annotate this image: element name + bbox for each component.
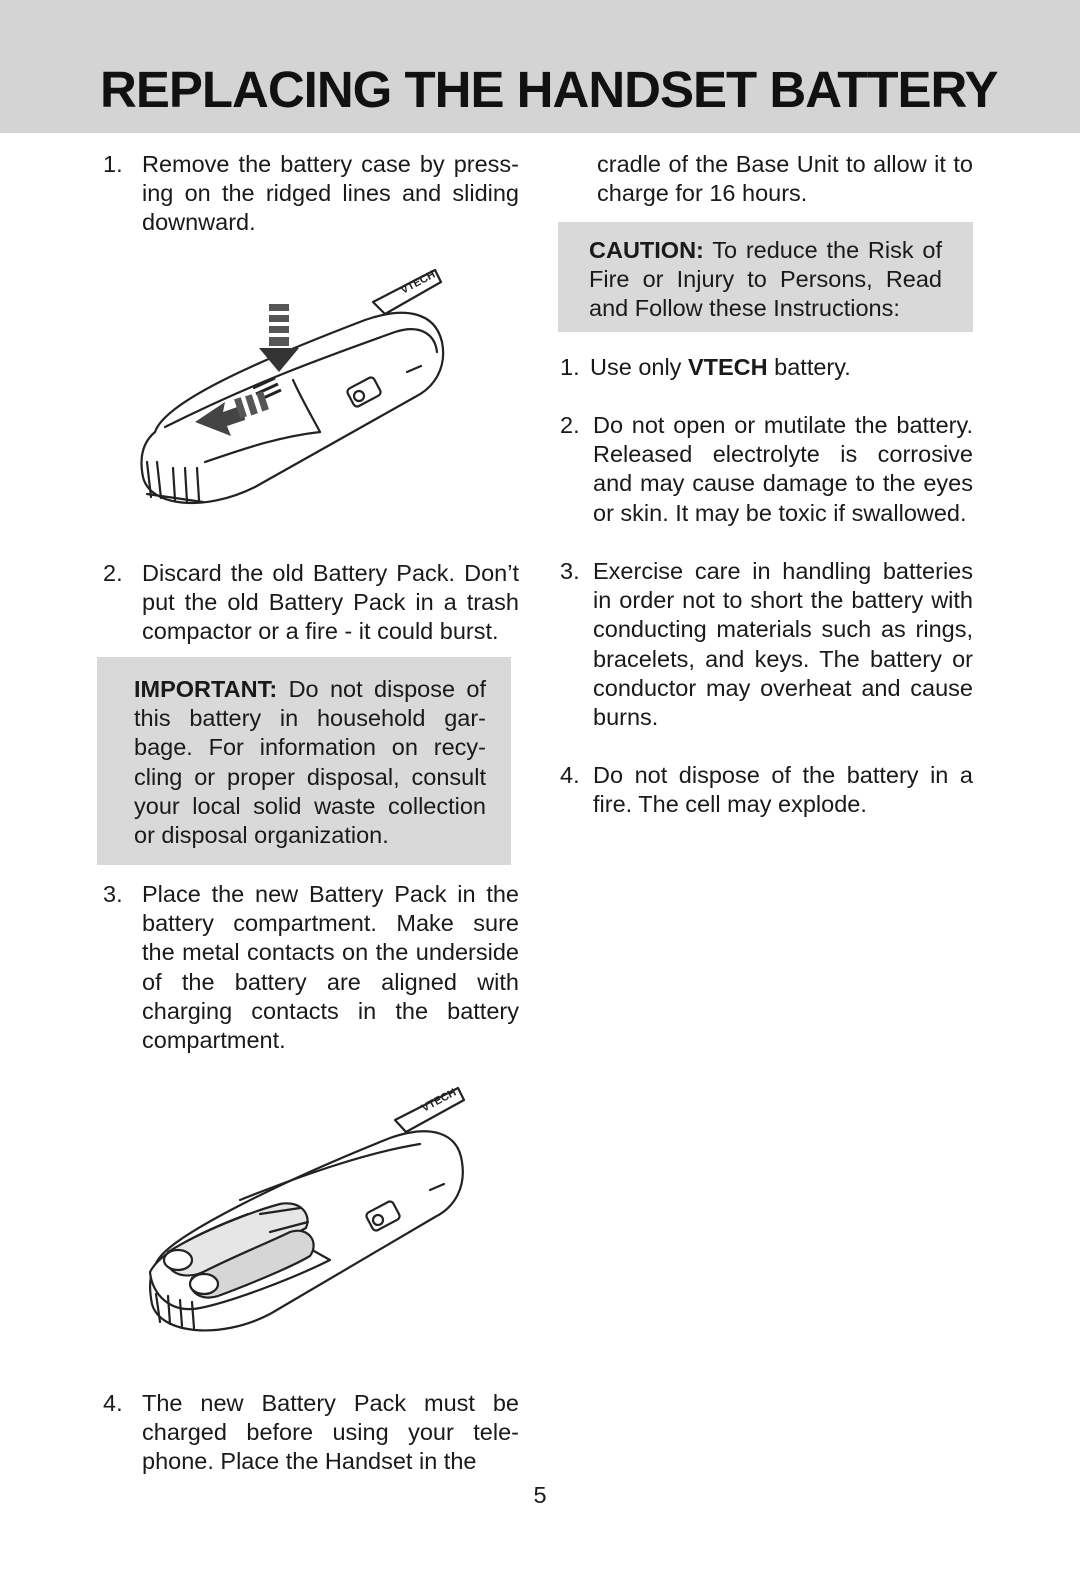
important-label: IMPORTANT:	[134, 676, 278, 702]
step-text: Discard the old Battery Pack. Don’t put the old Battery Pack in a trash compactor or a fire - it could burst.	[142, 560, 519, 645]
caution-item-number: 4.	[560, 762, 580, 788]
caution-item-3	[560, 557, 973, 732]
page-number: 5	[533, 1482, 547, 1508]
caution-item-4	[560, 761, 973, 819]
page-title: REPLACING THE HANDSET BATTERY	[100, 61, 998, 118]
important-text: Do not dispose of this battery in household gar- bage. For information on recy- cling or proper disposal, consult your local solid waste collection or disposal organization.	[134, 676, 486, 849]
step-4-continued: cradle of the Base Unit to allow it to charge for 16 hours.	[597, 151, 973, 207]
figure-insert-battery-pack	[140, 1082, 470, 1342]
caution-text: To reduce the Risk of Fire or Injury to Persons, Read and Follow these Instructions:	[589, 237, 942, 322]
step-number: 4.	[103, 1390, 123, 1416]
step-number: 2.	[103, 560, 123, 586]
caution-item-text: Use only VTECH battery.	[590, 354, 851, 380]
caution-item-1	[560, 353, 973, 382]
step-text: Remove the battery case by press- ing on the ridged lines and sliding downward.	[142, 151, 519, 236]
caution-notice	[558, 222, 973, 332]
step-1	[103, 150, 519, 238]
step-2	[103, 559, 519, 647]
caution-item-text: Exercise care in handling batteries in order not to short the battery with conducting materials such as rings, bracelets, and keys. The battery or conductor may overheat and cause burns.	[593, 558, 973, 731]
step-text: The new Battery Pack must be charged before using your tele- phone. Place the Handset in the	[142, 1390, 519, 1475]
figure-remove-battery-case	[135, 262, 455, 514]
caution-item-2	[560, 411, 973, 528]
vtech-brand: VTECH	[687, 354, 768, 380]
caution-label: CAUTION:	[589, 237, 704, 263]
vtech-logo: VTECH	[398, 268, 438, 297]
vtech-logo: VTECH	[419, 1086, 459, 1115]
caution-item-number: 2.	[560, 412, 580, 438]
step-number: 3.	[103, 881, 123, 907]
step-text: Place the new Battery Pack in the battery compartment. Make sure the metal contacts on the underside of the battery are aligned with charging contacts in the battery compartment.	[142, 881, 519, 1054]
step-4	[103, 1389, 519, 1477]
step-number: 1.	[103, 151, 123, 177]
caution-item-text: Do not open or mutilate the battery. Released electrolyte is corrosive and may cause damage to the eyes or skin. It may be toxic if swallowed.	[593, 412, 973, 526]
important-notice	[97, 657, 511, 865]
caution-item-number: 3.	[560, 558, 580, 584]
step-3	[103, 880, 519, 1055]
caution-item-text: Do not dispose of the battery in a fire. The cell may explode.	[593, 762, 973, 818]
caution-item-number: 1.	[560, 354, 580, 380]
